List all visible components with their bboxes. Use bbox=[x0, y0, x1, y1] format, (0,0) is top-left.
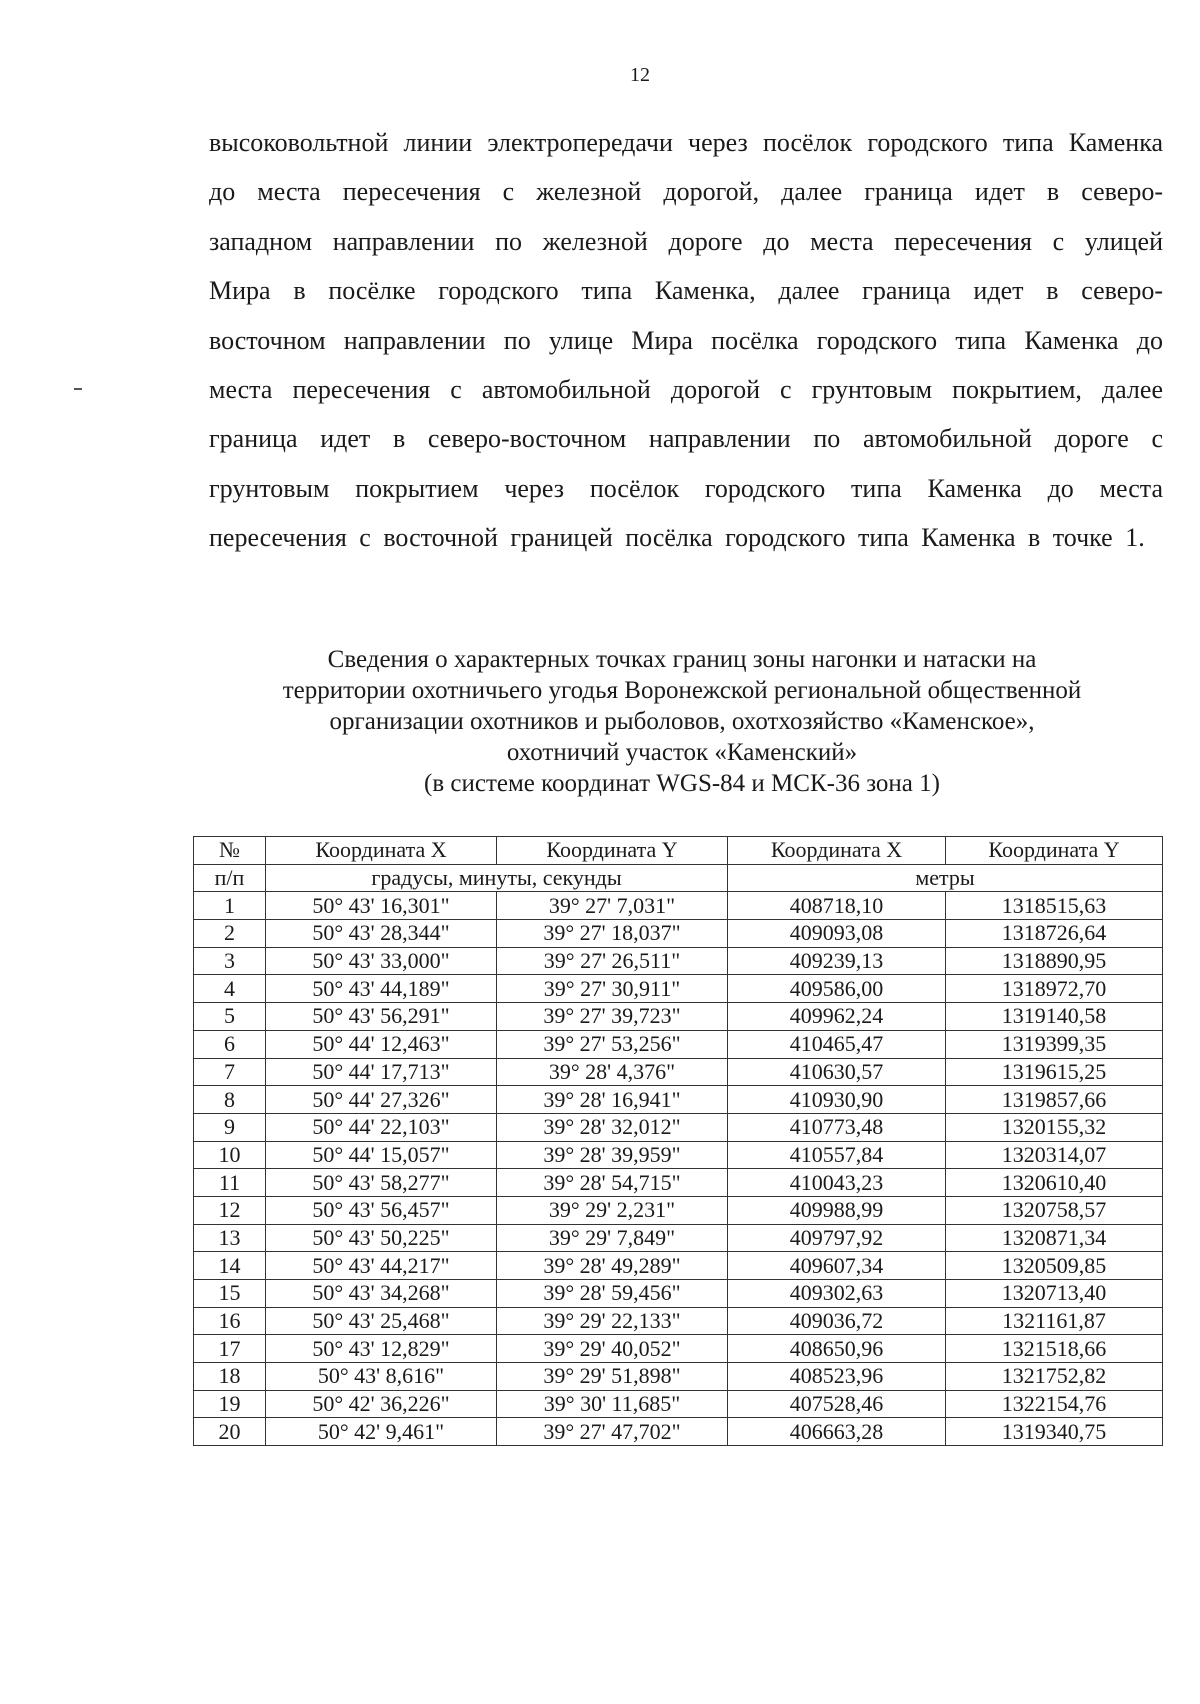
cell-coord-y-deg: 39° 27' 39,723" bbox=[497, 1003, 728, 1031]
cell-coord-y-m: 1321518,66 bbox=[946, 1335, 1163, 1363]
table-row bbox=[194, 1113, 1163, 1141]
table-row bbox=[194, 920, 1163, 948]
cell-coord-y-m: 1320314,07 bbox=[946, 1141, 1163, 1169]
cell-coord-x-m: 410043,23 bbox=[728, 1169, 946, 1197]
cell-coord-x-deg: 50° 43' 12,829" bbox=[266, 1335, 497, 1363]
cell-coord-x-m: 409797,92 bbox=[728, 1224, 946, 1252]
table-row bbox=[194, 1224, 1163, 1252]
cell-coord-y-m: 1318890,95 bbox=[946, 947, 1163, 975]
cell-coord-y-deg: 39° 28' 16,941" bbox=[497, 1086, 728, 1114]
cell-coord-x-m: 409962,24 bbox=[728, 1003, 946, 1031]
cell-coord-y-m: 1318972,70 bbox=[946, 975, 1163, 1003]
cell-coord-y-m: 1319615,25 bbox=[946, 1058, 1163, 1086]
cell-coord-x-m: 408523,96 bbox=[728, 1363, 946, 1391]
cell-coord-y-m: 1319340,75 bbox=[946, 1418, 1163, 1446]
header-units-deg: градусы, минуты, секунды bbox=[266, 864, 728, 892]
cell-coord-y-deg: 39° 29' 22,133" bbox=[497, 1307, 728, 1335]
cell-coord-y-deg: 39° 28' 32,012" bbox=[497, 1113, 728, 1141]
cell-coord-y-deg: 39° 27' 53,256" bbox=[497, 1030, 728, 1058]
cell-coord-x-deg: 50° 43' 8,616" bbox=[266, 1363, 497, 1391]
cell-coord-y-deg: 39° 27' 18,037" bbox=[497, 920, 728, 948]
cell-num: 6 bbox=[194, 1030, 266, 1058]
table-header-row bbox=[194, 837, 1163, 865]
cell-num: 16 bbox=[194, 1307, 266, 1335]
cell-coord-x-m: 409036,72 bbox=[728, 1307, 946, 1335]
table-title-line: организации охотников и рыболовов, охотхозяйство «Каменское», bbox=[329, 708, 1035, 735]
header-coord-y-deg: Координата Y bbox=[497, 837, 728, 865]
table-row bbox=[194, 947, 1163, 975]
cell-num: 8 bbox=[194, 1086, 266, 1114]
cell-coord-y-m: 1318515,63 bbox=[946, 892, 1163, 920]
cell-coord-x-deg: 50° 44' 15,057" bbox=[266, 1141, 497, 1169]
cell-coord-x-m: 409988,99 bbox=[728, 1196, 946, 1224]
table-units-row bbox=[194, 864, 1163, 892]
cell-num: 17 bbox=[194, 1335, 266, 1363]
cell-coord-y-deg: 39° 29' 40,052" bbox=[497, 1335, 728, 1363]
cell-num: 11 bbox=[194, 1169, 266, 1197]
cell-coord-x-m: 406663,28 bbox=[728, 1418, 946, 1446]
table-row bbox=[194, 892, 1163, 920]
cell-coord-x-m: 410773,48 bbox=[728, 1113, 946, 1141]
table-row bbox=[194, 1335, 1163, 1363]
cell-coord-x-deg: 50° 44' 27,326" bbox=[266, 1086, 497, 1114]
cell-coord-x-deg: 50° 43' 25,468" bbox=[266, 1307, 497, 1335]
cell-coord-x-m: 410465,47 bbox=[728, 1030, 946, 1058]
table-row bbox=[194, 1086, 1163, 1114]
cell-coord-x-deg: 50° 43' 28,344" bbox=[266, 920, 497, 948]
cell-coord-x-m: 409607,34 bbox=[728, 1252, 946, 1280]
cell-coord-y-m: 1321752,82 bbox=[946, 1363, 1163, 1391]
cell-coord-x-m: 408718,10 bbox=[728, 892, 946, 920]
cell-coord-x-deg: 50° 42' 9,461" bbox=[266, 1418, 497, 1446]
cell-coord-y-deg: 39° 28' 39,959" bbox=[497, 1141, 728, 1169]
cell-num: 19 bbox=[194, 1390, 266, 1418]
cell-coord-y-m: 1319399,35 bbox=[946, 1030, 1163, 1058]
cell-coord-y-deg: 39° 28' 4,376" bbox=[497, 1058, 728, 1086]
cell-num: 2 bbox=[194, 920, 266, 948]
cell-coord-y-m: 1320155,32 bbox=[946, 1113, 1163, 1141]
table-title-line: Сведения о характерных точках границ зоны нагонки и натаски на bbox=[327, 646, 1037, 673]
table-body bbox=[194, 892, 1163, 1446]
cell-coord-x-m: 409586,00 bbox=[728, 975, 946, 1003]
header-num-sub: п/п bbox=[194, 864, 266, 892]
cell-coord-x-m: 409302,63 bbox=[728, 1280, 946, 1308]
table-row bbox=[194, 1058, 1163, 1086]
cell-coord-y-deg: 39° 28' 49,289" bbox=[497, 1252, 728, 1280]
cell-num: 13 bbox=[194, 1224, 266, 1252]
cell-coord-x-m: 409239,13 bbox=[728, 947, 946, 975]
table-title-line: (в системе координат WGS-84 и МСК-36 зона 1) bbox=[424, 770, 940, 797]
cell-num: 4 bbox=[194, 975, 266, 1003]
coordinates-table bbox=[193, 836, 1163, 1446]
table-row bbox=[194, 1169, 1163, 1197]
cell-coord-y-deg: 39° 29' 2,231" bbox=[497, 1196, 728, 1224]
cell-coord-y-m: 1320758,57 bbox=[946, 1196, 1163, 1224]
cell-coord-x-m: 409093,08 bbox=[728, 920, 946, 948]
cell-num: 20 bbox=[194, 1418, 266, 1446]
cell-coord-x-deg: 50° 44' 12,463" bbox=[266, 1030, 497, 1058]
header-coord-y-m: Координата Y bbox=[946, 837, 1163, 865]
cell-coord-y-deg: 39° 29' 7,849" bbox=[497, 1224, 728, 1252]
table-row bbox=[194, 1252, 1163, 1280]
table-row bbox=[194, 975, 1163, 1003]
header-units-m: метры bbox=[728, 864, 1163, 892]
cell-num: 5 bbox=[194, 1003, 266, 1031]
table-row bbox=[194, 1390, 1163, 1418]
cell-coord-y-m: 1318726,64 bbox=[946, 920, 1163, 948]
cell-coord-y-deg: 39° 27' 30,911" bbox=[497, 975, 728, 1003]
cell-coord-x-deg: 50° 43' 33,000" bbox=[266, 947, 497, 975]
cell-coord-y-m: 1321161,87 bbox=[946, 1307, 1163, 1335]
cell-num: 1 bbox=[194, 892, 266, 920]
cell-num: 12 bbox=[194, 1196, 266, 1224]
cell-num: 9 bbox=[194, 1113, 266, 1141]
page-number: 12 bbox=[630, 64, 650, 86]
table-title-line: охотничий участок «Каменский» bbox=[506, 739, 858, 766]
cell-coord-x-deg: 50° 44' 22,103" bbox=[266, 1113, 497, 1141]
table-row bbox=[194, 1280, 1163, 1308]
cell-coord-x-deg: 50° 42' 36,226" bbox=[266, 1390, 497, 1418]
cell-coord-x-deg: 50° 43' 56,291" bbox=[266, 1003, 497, 1031]
header-num: № bbox=[194, 837, 266, 865]
cell-coord-y-m: 1320713,40 bbox=[946, 1280, 1163, 1308]
cell-coord-y-deg: 39° 30' 11,685" bbox=[497, 1390, 728, 1418]
table-row bbox=[194, 1030, 1163, 1058]
cell-coord-y-deg: 39° 27' 47,702" bbox=[497, 1418, 728, 1446]
cell-coord-x-m: 410557,84 bbox=[728, 1141, 946, 1169]
cell-coord-x-deg: 50° 43' 44,217" bbox=[266, 1252, 497, 1280]
cell-coord-y-m: 1322154,76 bbox=[946, 1390, 1163, 1418]
cell-coord-x-m: 408650,96 bbox=[728, 1335, 946, 1363]
cell-coord-x-deg: 50° 43' 50,225" bbox=[266, 1224, 497, 1252]
body-text bbox=[209, 118, 1163, 563]
cell-num: 7 bbox=[194, 1058, 266, 1086]
cell-num: 10 bbox=[194, 1141, 266, 1169]
cell-coord-y-m: 1319857,66 bbox=[946, 1086, 1163, 1114]
table-title bbox=[180, 644, 1184, 799]
table-row bbox=[194, 1307, 1163, 1335]
table-row bbox=[194, 1003, 1163, 1031]
cell-num: 14 bbox=[194, 1252, 266, 1280]
cell-coord-x-deg: 50° 44' 17,713" bbox=[266, 1058, 497, 1086]
cell-coord-x-m: 410630,57 bbox=[728, 1058, 946, 1086]
cell-coord-y-deg: 39° 27' 26,511" bbox=[497, 947, 728, 975]
cell-coord-x-deg: 50° 43' 44,189" bbox=[266, 975, 497, 1003]
header-coord-x-deg: Координата X bbox=[266, 837, 497, 865]
cell-coord-x-deg: 50° 43' 34,268" bbox=[266, 1280, 497, 1308]
cell-coord-y-deg: 39° 27' 7,031" bbox=[497, 892, 728, 920]
margin-mark bbox=[74, 388, 82, 390]
cell-num: 15 bbox=[194, 1280, 266, 1308]
cell-coord-y-m: 1319140,58 bbox=[946, 1003, 1163, 1031]
table-row bbox=[194, 1141, 1163, 1169]
cell-coord-y-m: 1320871,34 bbox=[946, 1224, 1163, 1252]
cell-coord-y-m: 1320509,85 bbox=[946, 1252, 1163, 1280]
table-title-line: территории охотничьего угодья Воронежской региональной общественной bbox=[282, 677, 1082, 704]
cell-num: 18 bbox=[194, 1363, 266, 1391]
table-row bbox=[194, 1363, 1163, 1391]
cell-coord-x-deg: 50° 43' 58,277" bbox=[266, 1169, 497, 1197]
cell-num: 3 bbox=[194, 947, 266, 975]
cell-coord-x-m: 407528,46 bbox=[728, 1390, 946, 1418]
table-row bbox=[194, 1418, 1163, 1446]
cell-coord-x-m: 410930,90 bbox=[728, 1086, 946, 1114]
cell-coord-y-deg: 39° 28' 54,715" bbox=[497, 1169, 728, 1197]
header-coord-x-m: Координата X bbox=[728, 837, 946, 865]
table-row bbox=[194, 1196, 1163, 1224]
cell-coord-y-deg: 39° 29' 51,898" bbox=[497, 1363, 728, 1391]
cell-coord-y-m: 1320610,40 bbox=[946, 1169, 1163, 1197]
cell-coord-x-deg: 50° 43' 16,301" bbox=[266, 892, 497, 920]
cell-coord-x-deg: 50° 43' 56,457" bbox=[266, 1196, 497, 1224]
cell-coord-y-deg: 39° 28' 59,456" bbox=[497, 1280, 728, 1308]
paragraph: высоковольтной линии электропередачи через посёлок городского типа Каменка до места пересечения с железной дорогой, далее граница идет в северо-западном направлении по железной дороге до места пересечения с улицей Мира в посёлке городского типа Каменка, далее граница идет в северо-восточном направлении по улице Мира посёлка городского типа Каменка до места пересечения с автомобильной дорогой с грунтовым покрытием, далее граница идет в северо-восточном направлении по автомобильной дороге с грунтовым покрытием через посёлок городского типа Каменка до места пересечения с восточной границей посёлка городского типа Каменка в точке 1. bbox=[209, 128, 1163, 553]
